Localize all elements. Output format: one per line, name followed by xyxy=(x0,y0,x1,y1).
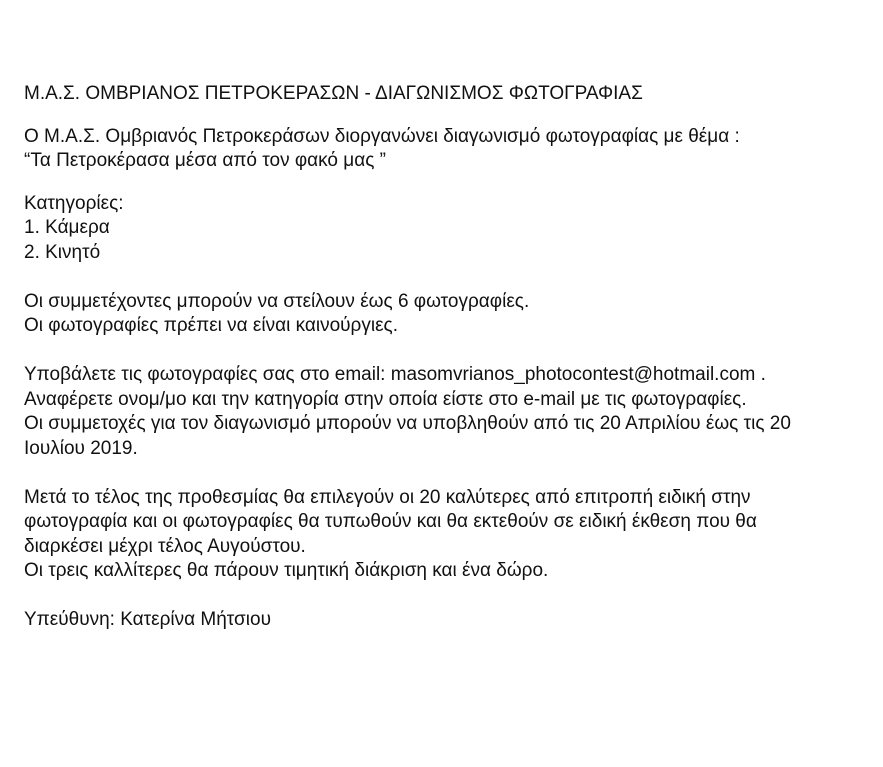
categories-heading: Κατηγορίες: xyxy=(24,192,124,214)
spacer xyxy=(24,174,883,192)
submission-line-2: Αναφέρετε ονομ/μο και την κατηγορία στην οποία είστε στο e-mail με τις φωτογραφίες. xyxy=(24,388,747,410)
intro-line-1: Ο Μ.Α.Σ. Ομβριανός Πετροκεράσων διοργανώνει διαγωνισμό φωτογραφίας με θέμα : xyxy=(24,125,740,147)
selection-line-1: Μετά το τέλος της προθεσμίας θα επιλεγούν οι 20 καλύτερες από επιτροπή ειδική στην xyxy=(24,486,751,508)
selection-line-2: φωτογραφία και οι φωτογραφίες θα τυπωθούν και θα εκτεθούν σε ειδική έκθεση που θα xyxy=(24,511,757,532)
rules-line-2: Οι φωτογραφίες πρέπει να είναι καινούργιες. xyxy=(24,315,398,336)
category-item: 1. Κάμερα xyxy=(24,217,110,238)
submission-line-3: Οι συμμετοχές για τον διαγωνισμό μπορούν να υποβληθούν από τις 20 Απριλίου έως τις 20 xyxy=(24,413,791,434)
submission-line-4: Ιουλίου 2019. xyxy=(24,437,138,459)
spacer xyxy=(24,584,883,609)
spacer xyxy=(24,461,883,486)
selection-line-3: διαρκέσει μέχρι τέλος Αυγούστου. xyxy=(24,535,306,557)
announcement-document xyxy=(24,82,883,633)
submission-line-1: Υποβάλετε τις φωτογραφίες σας στο email: masomvrianos_photocontest@hotmail.com . xyxy=(24,364,766,385)
responsible-person: Υπεύθυνη: Κατερίνα Μήτσιου xyxy=(24,609,271,630)
category-item: 2. Κινητό xyxy=(24,241,101,263)
intro-line-2: “Τα Πετροκέρασα μέσα από τον φακό μας ” xyxy=(24,150,386,171)
selection-line-4: Οι τρεις καλλίτερες θα πάρουν τιμητική διάκριση και ένα δώρο. xyxy=(24,560,549,581)
rules-line-1: Οι συμμετέχοντες μπορούν να στείλουν έως 6 φωτογραφίες. xyxy=(24,290,530,312)
spacer xyxy=(24,107,883,125)
spacer xyxy=(24,339,883,364)
document-title: Μ.Α.Σ. ΟΜΒΡΙΑΝΟΣ ΠΕΤΡΟΚΕΡΑΣΩΝ - ΔΙΑΓΩΝΙΣΜΟΣ ΦΩΤΟΓΡΑΦΙΑΣ xyxy=(24,83,643,104)
spacer xyxy=(24,265,883,290)
